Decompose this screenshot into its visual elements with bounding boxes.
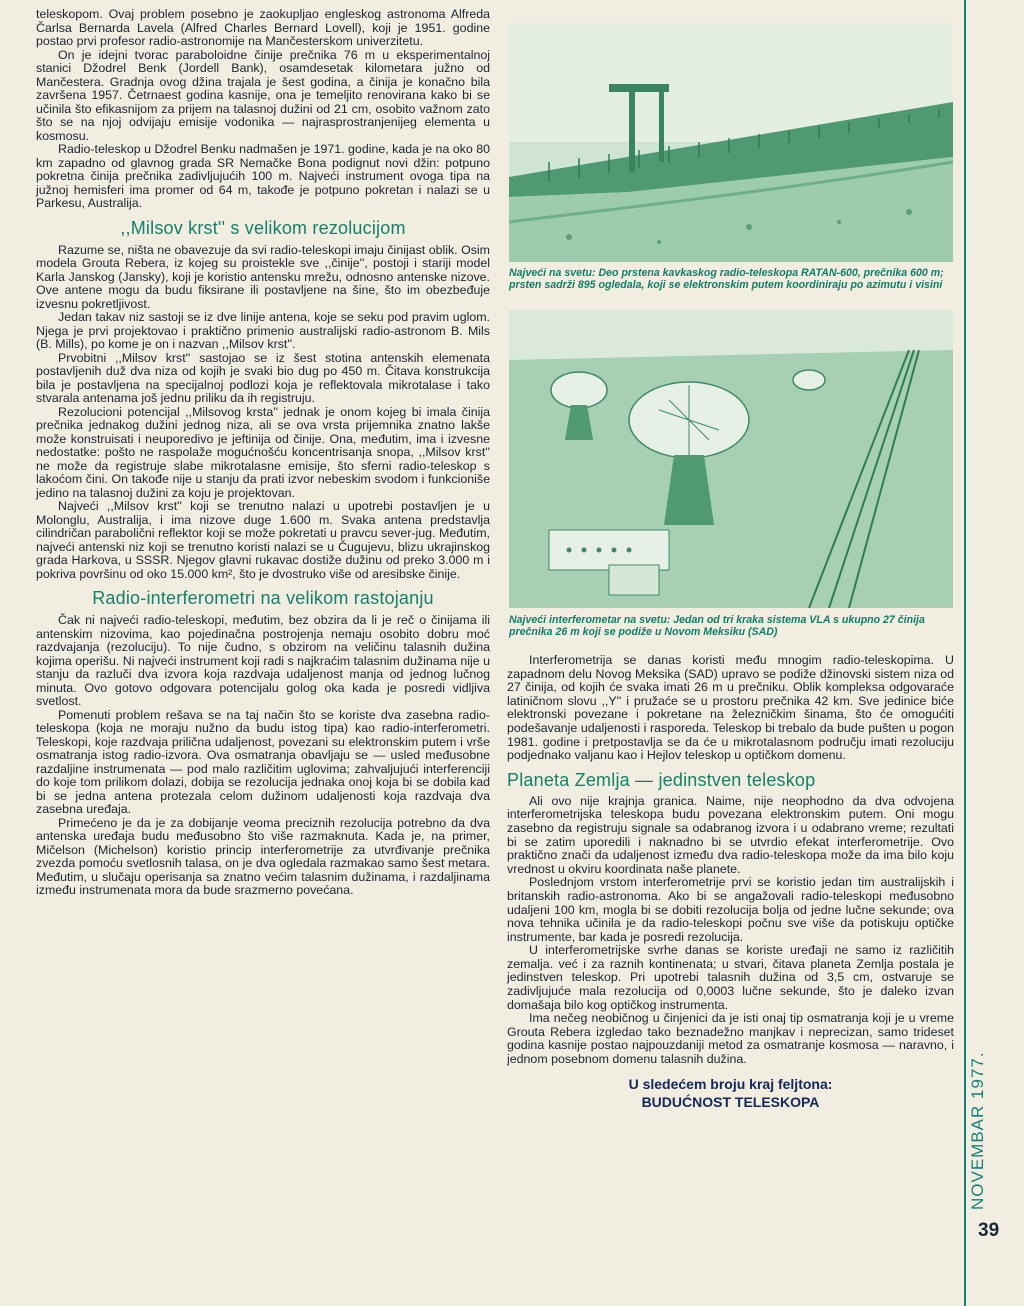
next-issue-line-1: U sledećem broju kraj feljtona: [628, 1075, 833, 1092]
issue-date: NOVEMBAR 1977. [968, 1051, 987, 1210]
page-number: 39 [978, 1220, 1000, 1241]
next-issue-line-2: BUDUĆNOST TELESKOPA [641, 1093, 820, 1110]
vla-illustration [509, 310, 953, 608]
paragraph: Najveći ,,Milsov krst'' koji se trenutno nalazi u upotrebi postavljen je u Molonglu, Australija, i ima nizove duge 1.600 m. Svaka antena predstavlja cilindričan parabolični reflektor koji se može pokretati u pravcu sever-jug. Međutim, najveći antenski niz koji se trenutno koristi nalazi se u Čugujevu, blizu ukrajinskog grada Harkova, u SSSR. Njegov glavni rukavac dostiže dužinu od preko 3.000 m i pokriva površinu od oko 15.000 km², što je dvostruko više od aresibske činije. [36, 499, 490, 581]
paragraph: Prvobitni ,,Milsov krst'' sastojao se iz šest stotina antenskih elemenata postavljenih duž dva niza od kojih je svaki bio dug po 450 m. Čitava konstrukcija bila je postavljena na specijalnoj podlozi koja je reflektovala mikrotalase i tako stvarala antenama još jednu priliku da ih registruju. [36, 350, 490, 405]
paragraph: Ali ovo nije krajnja granica. Naime, nije neophodno da dva odvojena interferometrijska teleskopa budu povezana elektronskim putem. Oni mogu zasebno da registruju signale sa odabranog izvora i u odabrano vreme; rezultati bi se zatim uporedili i naknadno bi se utvrdio efekat interferometrije. Ovo praktično znači da udaljenost između dva radio-teleskopa može da ima bilo koju vrednost u okviru koordinata naše planete. [507, 793, 954, 876]
paragraph: Ima nečeg neobičnog u činjenici da je isti onaj tip osmatranja koji je u vreme Grouta Rebera izgledao tako beznadežno manjkav i neprecizan, samo trideset godina kasnije postao najpouzdaniji metod za osmatranje kosmosa — naravno, i jednom posebnom domenu talasnih dužina. [507, 1011, 954, 1067]
section-heading-mills-cross: ,,Milsov krst'' s velikom rezolucijom [120, 217, 406, 238]
section-heading-planet-earth: Planeta Zemlja — jedinstven teleskop [507, 769, 816, 790]
paragraph: Radio-teleskop u Džodrel Benku nadmašen je 1971. godine, kada je na oko 80 km zapadno od glavnog grada SR Nemačke Bona podignut novi džin: potpuno pokretna činija prečnika zadivljujućih 100 m. Najveći instrument ovoga tipa na južnoj hemisferi ima promer od 64 m, takođe je potpuno pokretan i nalazi se u Parkesu, Australija. [36, 142, 490, 210]
photo-ratan-600 [509, 22, 953, 262]
paragraph: Jedan takav niz sastoji se iz dve linije antena, koje se seku pod pravim uglom. Njega je prvi projektovao i praktično primenio australijski radio-astronom B. Mils (B. Mills), po kome je on i nazvan ,,Milsov krst''. [36, 310, 490, 351]
right-column [507, 654, 954, 1111]
margin-divider [964, 0, 966, 1306]
photo-caption-vla: Najveći interferometar na svetu: Jedan od tri kraka sistema VLA s ukupno 27 činija prečnika 26 m koji se podiže u Novom Meksiku (SAD) [509, 614, 925, 639]
section-heading-interferometers: Radio-interferometri na velikom rastojanju [92, 588, 434, 608]
paragraph: Čak ni najveći radio-teleskopi, međutim, bez obzira da li je reč o činijama ili antenskim nizovima, kao pojedinačna postrojenja nemaju osobito dobru moć razdvajanja (rezoluciju). To nije čudno, s obzirom na veličinu talasnih dužina kojima operišu. Ni najveći instrument koji radi s najkraćim talasnim dužinama nije u stanju da razluči dva izvora koja razdvaja udaljenost manja od jednog lučnog minuta. Ovo gotovo odgovara potencijalu golog oka kada je posredi vidljiva svetlost. [36, 613, 490, 708]
next-issue-teaser [507, 1075, 954, 1111]
paragraph: teleskopom. Ovaj problem posebno je zaokupljao engleskog astronoma Alfreda Čarlsa Bernarda Lavela (Alfred Charles Bernard Lovell), koji je 1951. godine postao prvi profesor radio-astronomije na Mančesterskom univerzitetu. [36, 7, 490, 48]
photo-vla [509, 310, 953, 608]
paragraph: On je idejni tvorac paraboloidne činije prečnika 76 m u eksperimentalnoj stanici Džodrel Benk (Jordell Bank), osamdesetak kilometara južno od Mančestera. Gradnja ovog džina trajala je šest godina, a činija je konačno bila završena 1957. Četrnaest godina kasnije, ona je temeljito renovirana kako bi se učinila što efikasnijom za prijem na talasnoj dužini od 21 cm, osobito važnom zato što se na njoj odvijaju emisije vodonika — najrasprostranjenijeg elementa u kosmosu. [36, 47, 490, 143]
left-column [36, 8, 490, 898]
photo-caption-ratan: Najveći na svetu: Deo prstena kavkaskog radio-teleskopa RATAN-600, prečnika 600 m; prsten sadrži 895 ogledala, koji se elektronskim putem koordiniraju po azimutu i visini [509, 267, 944, 292]
paragraph: U interferometrijske svrhe danas se koriste uređaji ne samo iz različitih zemalja. već i za raznih kontinenata; u stvari, čitava planeta Zemlja postala je jedinstven teleskop. Pri upotrebi talasnih dužina od 3,5 cm, ostvaruje se zadivljujuće mala rezolucija od 0,0003 lučne sekunde, što je daleko izvan domašaja bilo kog optičkog instrumenta. [507, 943, 954, 1012]
paragraph: Interferometrija se danas koristi među mnogim radio-teleskopima. U zapadnom delu Novog Meksika (SAD) upravo se podiže džinovski sistem niza od 27 činija, od kojih će svaka imati 26 m u prečniku. Oblik kompleksa odgovaraće latiničnom slovu ,,Y'' i pružaće se u prostoru prečnika 42 km. Sve jedinice biće elektronski povezane i pokretane na železničkim šinama, što će omogućiti podešavanje udaljenosti i rasporeda. Teleskop bi trebalo da bude pušten u pogon 1981. godine i pretpostavlja se da će u mikrotalasnom području imati rezoluciju podjednako valjanu kao i Hejlov teleskop u optičkom domenu. [507, 653, 954, 763]
paragraph: Rezolucioni potencijal ,,Milsovog krsta'' jednak je onom kojeg bi imala činija prečnika jednakog dužini jednog niza, ali se ova vrsta prijemnika znatno lakše može konstruisati i neuporedivo je jeftinija od činije. Ona, međutim, ima i izvesne nedostatke: pošto ne raspolaže mogućnošću koncentrisanja snopa, ,,Milsov krst'' ne može da registruje slabe mikrotalasne emisije, što sferni radio-teleskop s lakoćom čini. On takođe nije u stanju da prati izvor nebeskim svodom i funkcioniše jedino na talasnoj dužini za koju je projektovan. [36, 404, 490, 500]
paragraph: Poslednjom vrstom interferometrije prvi se koristio jedan tim australijskih i britanskih radio-astronoma. Ako bi se angažovali radio-teleskopi međusobno udaljeni 100 km, mogla bi se dobiti rezolucija bolja od jedne lučne sekunde; ova nova tehnika učinila je da radio-teleskopi počnu sve više da potiskuju optičke instrumente, bar kada je posredi rezolucija. [507, 875, 954, 944]
paragraph: Primećeno je da je za dobijanje veoma preciznih rezolucija potrebno da dva antenska uređaja budu međusobno što više razmaknuta. Kada je, na primer, Mičelson (Michelson) koristio princip interferometrije za utvrđivanje prečnika zvezda pomoću svetlosnih talasa, on je dva ogledala razmakao samo šest metara. Međutim, u slučaju operisanja sa znatno većim talasnim dužinama, i razdaljinama između instrumenata mora da bude srazmerno povećana. [36, 815, 490, 897]
paragraph: Pomenuti problem rešava se na taj način što se koriste dva zasebna radio-teleskopa (koja ne moraju nužno da budu istog tipa) kao radio-interferometri. Teleskopi, koje razdvaja prilična udaljenost, povezani su elektronskim putem i vrše osmatranja istog radio-izvora. Ova osmatranja obavljaju se — usled međusobne razdaljine instrumenata — pod malo različitim uglovima; zahvaljujući interferenciji do koje tom prilikom dolazi, dobija se rezolucija jednaka onoj koja bi se dobila kad bi se jedna antena protezala celom dužinom udaljenosti koja razdvaja dva zasebna uređaja. [36, 707, 490, 816]
ratan-600-illustration [509, 22, 953, 262]
paragraph: Razume se, ništa ne obavezuje da svi radio-teleskopi imaju činijast oblik. Osim modela Grouta Rebera, iz kojeg su proistekle sve ,,činije'', postoji i stariji model Karla Janskog (Jansky), koji je koristio antensku mrežu, odnosno antenske nizove. Ove antene mogu da budu fiksirane ili postavljene na šine, što im obezbeđuje izvesnu pokretljivost. [36, 242, 490, 311]
